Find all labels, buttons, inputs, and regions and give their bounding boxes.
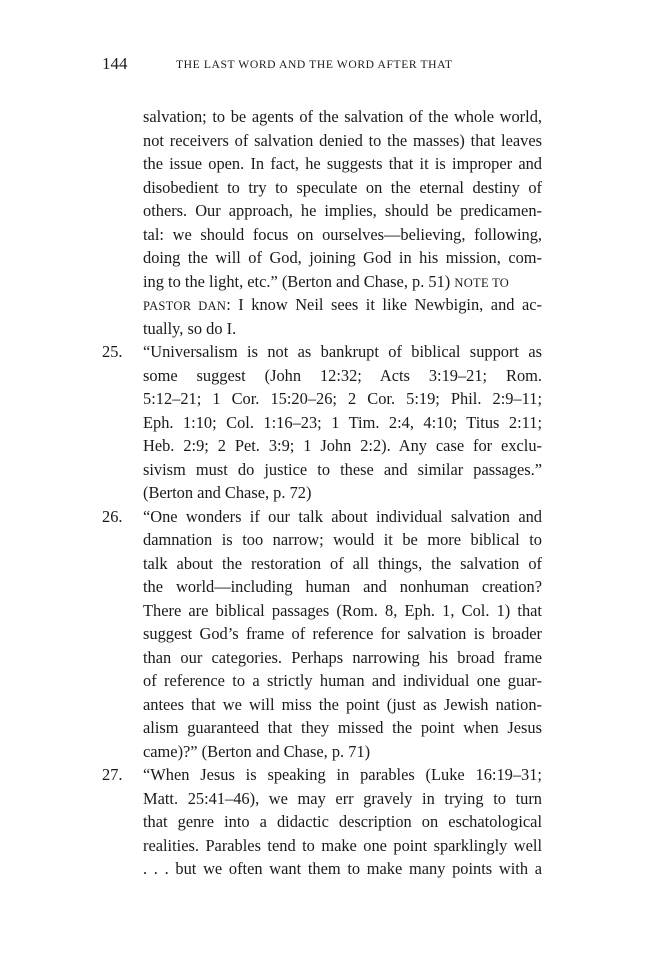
text-line: the world—including human and nonhuman creation?: [143, 577, 542, 596]
notes-text: [102, 105, 542, 881]
text-line: (Berton and Chase, p. 72): [143, 483, 312, 502]
text-line: doing the will of God, joining God in his mission, com-: [143, 248, 542, 267]
text-line: realities. Parables tend to make one point sparklingly well: [143, 835, 542, 855]
running-head: [102, 54, 542, 80]
text-line: 5:12–21; 1 Cor. 15:20–26; 2 Cor. 5:19; Phil. 2:9–11;: [143, 389, 542, 408]
running-head-title: THE LAST WORD AND THE WORD AFTER THAT: [176, 58, 453, 71]
note-number: 25.: [102, 342, 123, 361]
note-26: [102, 505, 542, 764]
note-25: [102, 340, 542, 505]
text-line: salvation; to be agents of the salvation of the whole world,: [143, 107, 542, 126]
text-line: sivism must do justice to these and similar passages.”: [143, 459, 542, 479]
text-line: tal: we should focus on ourselves—believing, following,: [143, 224, 542, 244]
note-27: [102, 763, 542, 881]
note-number: 27.: [102, 765, 123, 784]
small-caps-note: PASTOR DAN: [143, 299, 227, 313]
text-line: not receivers of salvation denied to the masses) that leaves: [143, 130, 542, 150]
text-line: Matt. 25:41–46), we may err gravely in trying to turn: [143, 788, 542, 808]
text-line: some suggest (John 12:32; Acts 3:19–21; Rom.: [143, 365, 542, 385]
text-line: “Universalism is not as bankrupt of biblical support as: [143, 342, 542, 361]
text-line: that genre into a didactic description on eschatological: [143, 812, 542, 831]
text-line: the issue open. In fact, he suggests that it is improper and: [143, 154, 542, 173]
note-continuation: [102, 105, 542, 340]
text-segment: ing to the light, etc.” (Berton and Chase, p. 51): [143, 271, 451, 291]
text-line: Eph. 1:10; Col. 1:16–23; 1 Tim. 2:4, 4:10; Titus 2:11;: [143, 412, 542, 432]
text-line: antees that we will miss the point (just as Jewish nation-: [143, 694, 542, 714]
text-line: disobedient to try to speculate on the eternal destiny of: [143, 177, 542, 197]
text-line: tually, so do I.: [143, 318, 237, 338]
text-line: alism guaranteed that they missed the point when Jesus: [143, 718, 542, 737]
text-line: Heb. 2:9; 2 Pet. 3:9; 1 John 2:2). Any case for exclu-: [143, 436, 542, 455]
page-number: 144: [102, 54, 128, 73]
text-line: than our categories. Perhaps narrowing his broad frame: [143, 647, 542, 667]
text-line: talk about the restoration of all things, the salvation of: [143, 553, 542, 573]
text-line: [143, 293, 542, 317]
text-segment: : I know Neil sees it like Newbigin, and ac-: [226, 295, 542, 314]
text-line: suggest God’s frame of reference for salvation is broader: [143, 624, 542, 643]
text-line: “When Jesus is speaking in parables (Luke 16:19–31;: [143, 765, 542, 784]
text-line: of reference to a strictly human and individual one guar-: [143, 671, 542, 690]
text-line: damnation is too narrow; would it be more biblical to: [143, 530, 542, 549]
text-line: “One wonders if our talk about individual salvation and: [143, 506, 542, 526]
text-line: others. Our approach, he implies, should be predicamen-: [143, 201, 542, 220]
note-number: 26.: [102, 506, 123, 526]
text-line: [143, 270, 542, 294]
text-line: . . . but we often want them to make many points with a: [143, 859, 542, 878]
text-line: There are biblical passages (Rom. 8, Eph. 1, Col. 1) that: [143, 600, 542, 620]
small-caps-note: NOTE TO: [454, 275, 510, 290]
text-line: came)?” (Berton and Chase, p. 71): [143, 741, 371, 761]
